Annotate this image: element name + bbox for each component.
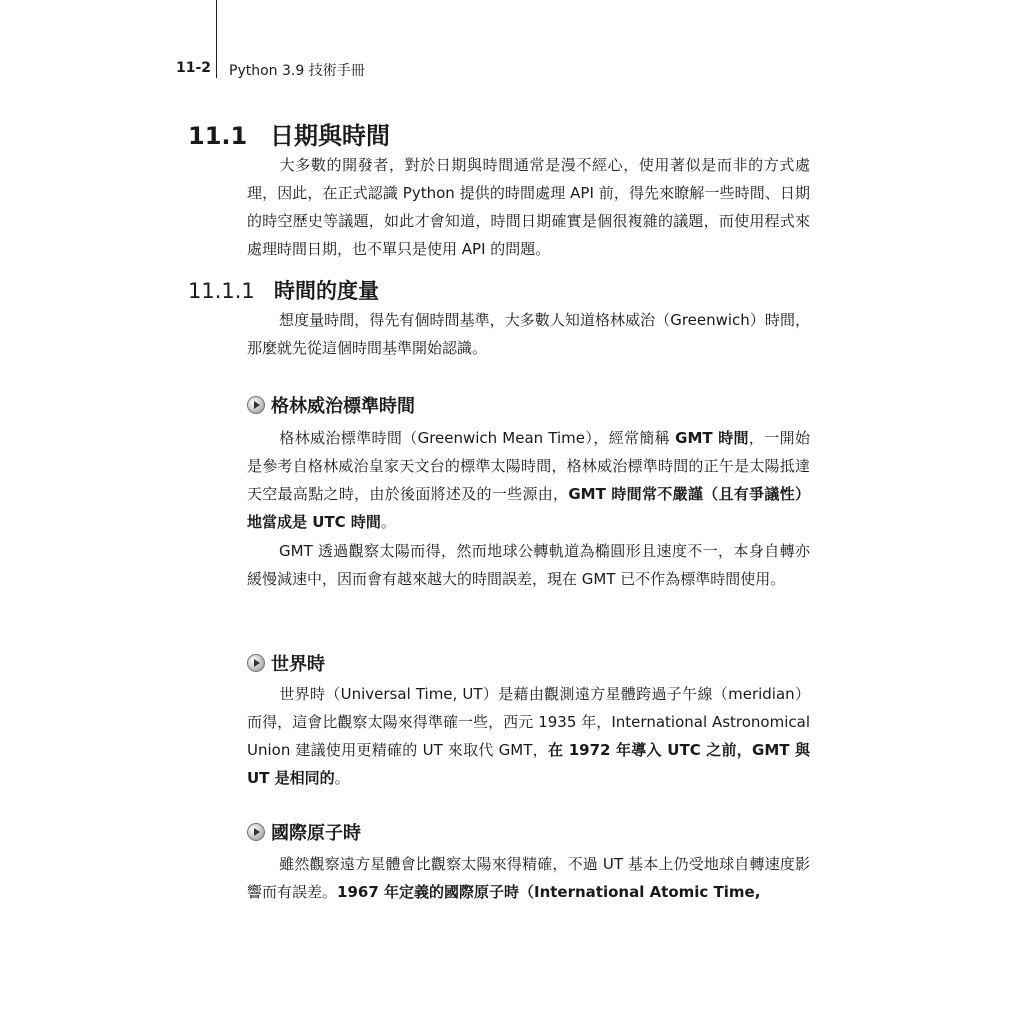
ut-p1-text-b: 。 (334, 769, 350, 787)
bullet-arrow-icon (247, 654, 265, 672)
gmt-p1-bold-a: GMT 時間 (675, 429, 749, 447)
tai-heading (247, 819, 361, 845)
subsection-heading (188, 275, 379, 305)
gmt-p1-text-a: 格林威治標準時間（Greenwich Mean Time），經常簡稱 (279, 429, 676, 447)
gmt-p2-text: GMT 透過觀察太陽而得，然而地球公轉軌道為橢圓形且速度不一，本身自轉亦緩慢減速中，因而會有越來越大的時間誤差，現在 GMT 已不作為標準時間使用。 (247, 542, 810, 588)
gmt-p1-bold-b: GMT 時間常不嚴謹（且有爭議性）地當成是 UTC 時間 (247, 485, 810, 531)
book-title: Python 3.9 技術手冊 (229, 63, 365, 79)
subsection-number: 11.1.1 (188, 279, 255, 303)
subsection-intro-text: 想度量時間，得先有個時間基準，大多數人知道格林威治（Greenwich）時間，那麼就先從這個時間基準開始認識。 (247, 311, 810, 357)
ut-p1-text-a: 世界時（Universal Time, UT）是藉由觀測遠方星體跨過子午線（meridian）而得，這會比觀察太陽來得準確一些，西元 1935 年，International Astronomical Union 建議使用更精確的 UT 來取代 GMT， (247, 685, 810, 759)
section-intro-paragraph (247, 151, 810, 263)
subsection-intro-paragraph (247, 306, 810, 362)
tai-heading-text: 國際原子時 (271, 823, 361, 844)
ut-paragraph (247, 680, 810, 792)
tai-p1-text: 雖然觀察遠方星體會比觀察太陽來得精確，不過 UT 基本上仍受地球自轉速度影響而有誤差。 (247, 855, 810, 901)
gmt-heading (247, 392, 415, 418)
ut-heading (247, 650, 325, 676)
section-title: 日期與時間 (270, 122, 390, 150)
ut-p1-bold: 在 1972 年導入 UTC 之前，GMT 與 UT 是相同的 (247, 741, 810, 787)
tai-p1-bold: 1967 年定義的國際原子時（International Atomic Time, (337, 883, 761, 901)
header-divider (216, 0, 217, 78)
gmt-p1-text-b: ，一開始是參考自格林威治皇家天文台的標準太陽時間，格林威治標準時間的正午是太陽抵達天空最高點之時，由於後面將述及的一些源由， (247, 429, 810, 503)
tai-paragraph (247, 850, 810, 906)
section-heading (188, 116, 390, 151)
subsection-title: 時間的度量 (274, 279, 379, 303)
bullet-arrow-icon (247, 396, 265, 414)
gmt-paragraph-2 (247, 537, 810, 593)
page-number: 11-2 (176, 60, 212, 76)
ut-heading-text: 世界時 (271, 654, 325, 675)
gmt-heading-text: 格林威治標準時間 (271, 396, 415, 417)
section-intro-text: 大多數的開發者，對於日期與時間通常是漫不經心，使用著似是而非的方式處理，因此，在正式認識 Python 提供的時間處理 API 前，得先來瞭解一些時間、日期的時空歷史等議題，如此才會知道，時間日期確實是個很複雜的議題，而使用程式來處理時間日期，也不單只是使用 API 的問題。 (247, 156, 810, 258)
gmt-paragraph-1 (247, 424, 810, 536)
gmt-p1-text-c: 。 (380, 513, 396, 531)
section-number: 11.1 (188, 122, 248, 150)
bullet-arrow-icon (247, 823, 265, 841)
